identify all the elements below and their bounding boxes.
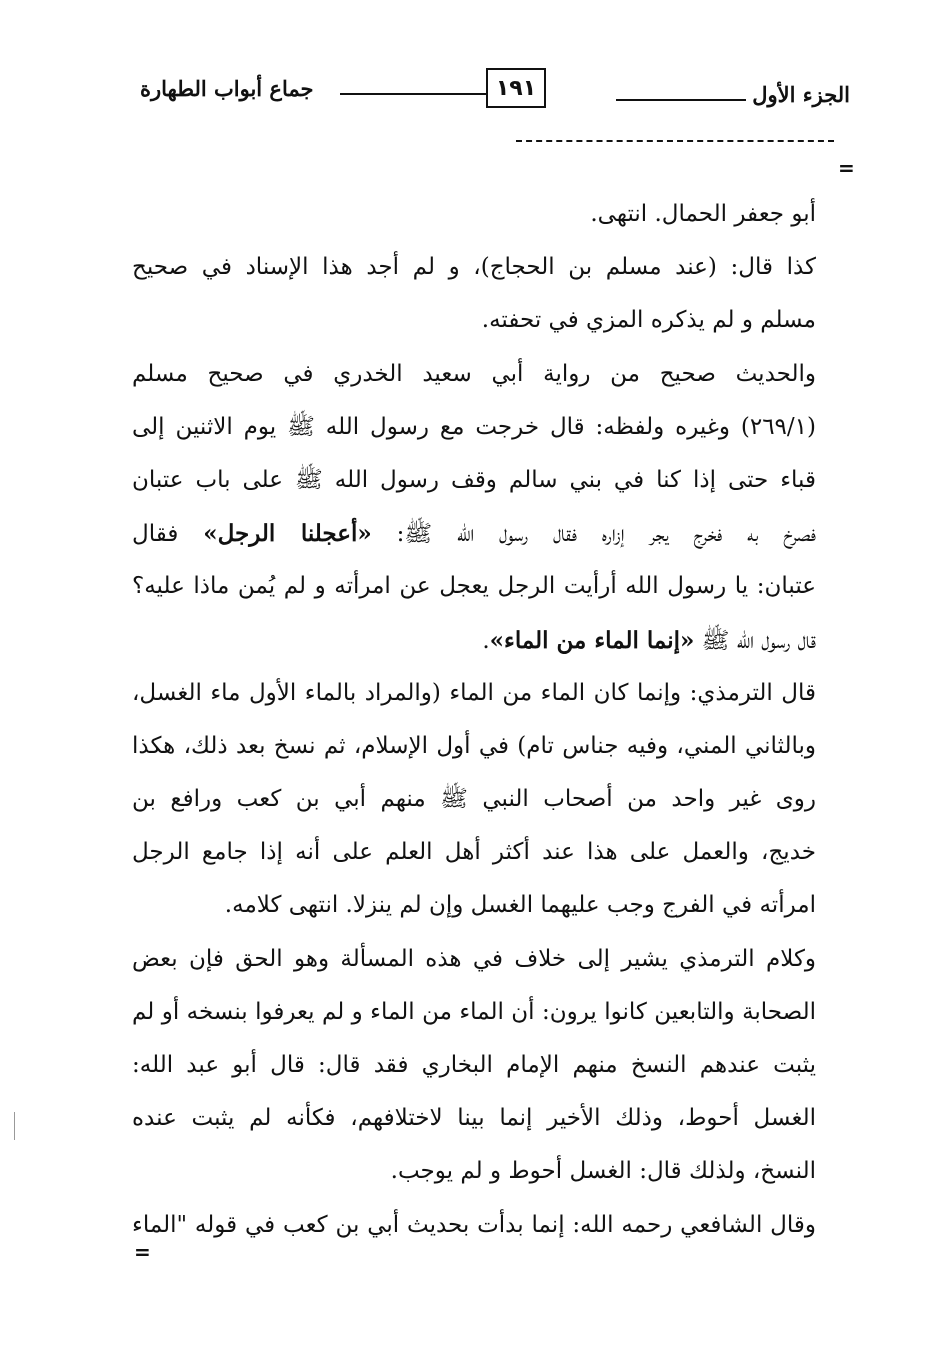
- text-line: (٢٦٩/١) وغيره ولفظه: قال خرجت مع رسول الله ﷺ يوم الاثنين إلى: [132, 413, 816, 440]
- text-line: قال رسول الله ﷺ «إنما الماء من الماء».: [482, 626, 816, 654]
- text-line: روى غير واحد من أصحاب النبي ﷺ منهم أبي بن كعب ورافع بن: [132, 786, 816, 813]
- page-number: ١٩١: [486, 68, 546, 108]
- text-line: وبالثاني المني، وفيه جناس تام) في أول الإسلام، ثم نسخ بعد ذلك، هكذا: [132, 732, 816, 759]
- text-line: أبو جعفر الحمال. انتهى.: [590, 201, 816, 227]
- text-line: خديج، والعمل على هذا عند أكثر أهل العلم على أنه إذا جامع الرجل: [132, 839, 816, 866]
- text-line: قباء حتى إذا كنا في بني سالم وقف رسول الله ﷺ على باب عتبان: [132, 466, 816, 493]
- header-rule-right: [616, 99, 746, 101]
- header-dashed-rule: [516, 140, 834, 142]
- text-line: فصرخ به فخرج يجر إزاره فقال رسول الله ﷺ: «أعجلنا الرجل» فقال: [132, 520, 816, 548]
- header-rule-left: [340, 93, 488, 95]
- text-line: كذا قال: (عند مسلم بن الحجاج)، و لم أجد هذا الإسناد في صحيح: [132, 254, 816, 281]
- bottom-continuation-mark: =: [134, 1240, 151, 1264]
- main-text: [132, 188, 816, 1252]
- text-line: يثبت عندهم النسخ منهم الإمام البخاري فقد قال: قال أبو عبد الله:: [132, 1052, 816, 1078]
- text-line: قال الترمذي: وإنما كان الماء من الماء (والمراد بالماء الأول ماء الغسل،: [132, 679, 816, 706]
- text-line: امرأته في الفرج وجب عليهما الغسل وإن لم ينزلا. انتهى كلامه.: [224, 892, 816, 919]
- margin-mark: [14, 1112, 15, 1140]
- section-title: جماع أبواب الطهارة: [140, 76, 314, 101]
- text-line: مسلم و لم يذكره المزي في تحفته.: [481, 307, 816, 334]
- top-continuation-mark: =: [838, 156, 855, 180]
- text-line: وقال الشافعي رحمه الله: إنما بدأت بحديث أبي بن كعب في قوله "الماء: [132, 1211, 816, 1238]
- text-line: وكلام الترمذي يشير إلى خلاف في هذه المسألة وهو الحق فإن بعض: [132, 945, 816, 972]
- page-header: [130, 68, 850, 128]
- text-line: والحديث صحيح من رواية أبي سعيد الخدري في صحيح مسلم: [132, 360, 816, 387]
- text-line: عتبان: يا رسول الله أرأيت الرجل يعجل عن امرأته و لم يُمن ماذا عليه؟: [132, 573, 816, 600]
- hadith-quote: «أعجلنا الرجل»: [203, 520, 372, 548]
- text-line: الصحابة والتابعين كانوا يرون: أن الماء من الماء و لم يعرفوا بنسخه أو لم: [132, 998, 816, 1025]
- text-line: النسخ، ولذلك قال: الغسل أحوط و لم يوجب.: [390, 1158, 816, 1185]
- text-line: الغسل أحوط، وذلك الأخير إنما بينا لاختلافهم، فكأنه لم يثبت عنده: [132, 1105, 816, 1132]
- part-label: الجزء الأول: [752, 82, 850, 107]
- hadith-quote: «إنما الماء من الماء»: [489, 626, 695, 654]
